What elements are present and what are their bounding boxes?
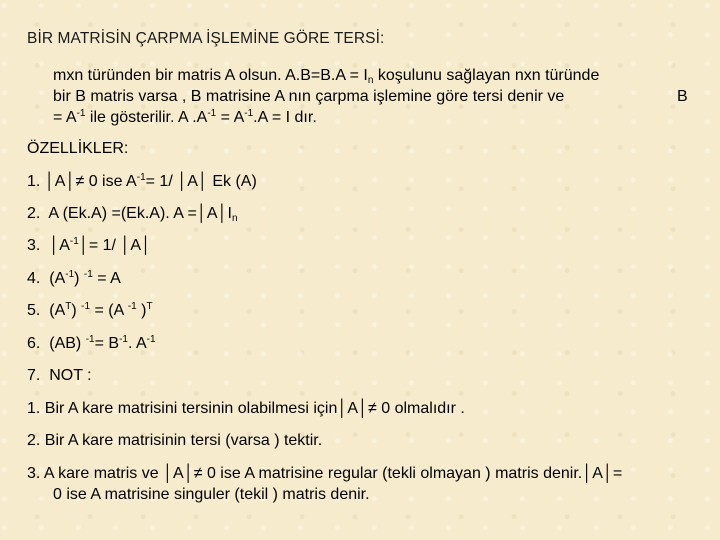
text: (A	[49, 270, 66, 287]
item-number: 2.	[27, 205, 41, 222]
superscript: -1	[119, 334, 128, 345]
text: mxn türünden bir matris A olsun. A.B=B.A = I	[53, 67, 368, 84]
superscript: -1	[244, 108, 254, 119]
note-3	[27, 463, 707, 505]
text: ile gösterilir. A .A	[85, 109, 208, 126]
note-3-line-2: 0 ise A matrisine singuler (tekil ) matris denir.	[53, 486, 370, 503]
text: = A	[216, 109, 245, 126]
definition-line-1	[53, 65, 693, 86]
definition-paragraph	[53, 65, 693, 128]
superscript: T	[146, 301, 153, 312]
subscript: n	[367, 75, 374, 86]
property-1	[27, 173, 257, 191]
text: )	[136, 302, 147, 319]
note-1: 1. Bir A kare matrisini tersinin olabilmesi için│A│≠ 0 olmalıdır .	[27, 400, 465, 417]
superscript: -1	[136, 172, 146, 183]
text: (A	[49, 302, 66, 319]
superscript: -1	[207, 108, 217, 119]
text: (AB)	[49, 335, 86, 352]
item-number: 5.	[27, 302, 41, 319]
item-number: 6.	[27, 335, 41, 352]
text: = B	[94, 335, 120, 352]
superscript: -1	[83, 269, 93, 280]
text: koşulunu sağlayan nxn türünde	[373, 67, 600, 84]
property-7-note	[27, 367, 92, 385]
superscript: -1	[69, 236, 79, 247]
property-6	[27, 335, 156, 353]
text: NOT :	[49, 367, 92, 384]
superscript: -1	[76, 108, 86, 119]
item-number: 1.	[27, 173, 41, 190]
text: bir B matris varsa , B matrisine A nın çarpma işlemine göre tersi denir ve	[53, 88, 565, 105]
superscript: -1	[146, 334, 156, 345]
superscript: -1	[85, 334, 95, 345]
text: )	[74, 270, 84, 287]
text: = A	[92, 270, 121, 287]
superscript: -1	[65, 269, 75, 280]
property-2	[27, 205, 238, 223]
superscript: -1	[81, 301, 91, 312]
text: = 1/ │A│ Ek (A)	[145, 173, 257, 190]
text: . A	[127, 335, 147, 352]
section-title: ÖZELLİKLER:	[27, 140, 129, 157]
item-number: 3.	[27, 237, 41, 254]
superscript: T	[65, 301, 72, 312]
definition-line-3	[53, 107, 693, 128]
text: B	[677, 88, 688, 105]
subscript: n	[231, 213, 238, 224]
text: │A│≠ 0 ise A	[44, 173, 137, 190]
slide-title: BİR MATRİSİN ÇARPMA İŞLEMİNE GÖRE TERSİ:	[27, 30, 385, 47]
text: )	[71, 302, 82, 319]
text: = (A	[90, 302, 128, 319]
property-5	[27, 302, 153, 320]
superscript: -1	[127, 301, 137, 312]
text: = A	[53, 109, 77, 126]
text: │= 1/ │A│	[78, 237, 152, 254]
text: A (Ek.A) =(Ek.A). A =│A│I	[48, 205, 232, 222]
note-2: 2. Bir A kare matrisinin tersi (varsa ) tektir.	[27, 432, 323, 449]
property-3	[27, 237, 151, 255]
text: │A	[49, 237, 70, 254]
note-3-line-1: 3. A kare matris ve │A│≠ 0 ise A matrisine regular (tekli olmayan ) matris denir.│A│=	[27, 465, 623, 482]
property-4	[27, 270, 121, 288]
item-number: 7.	[27, 367, 41, 384]
text: .A = I dır.	[253, 109, 317, 126]
item-number: 4.	[27, 270, 41, 287]
definition-line-2	[53, 86, 693, 107]
